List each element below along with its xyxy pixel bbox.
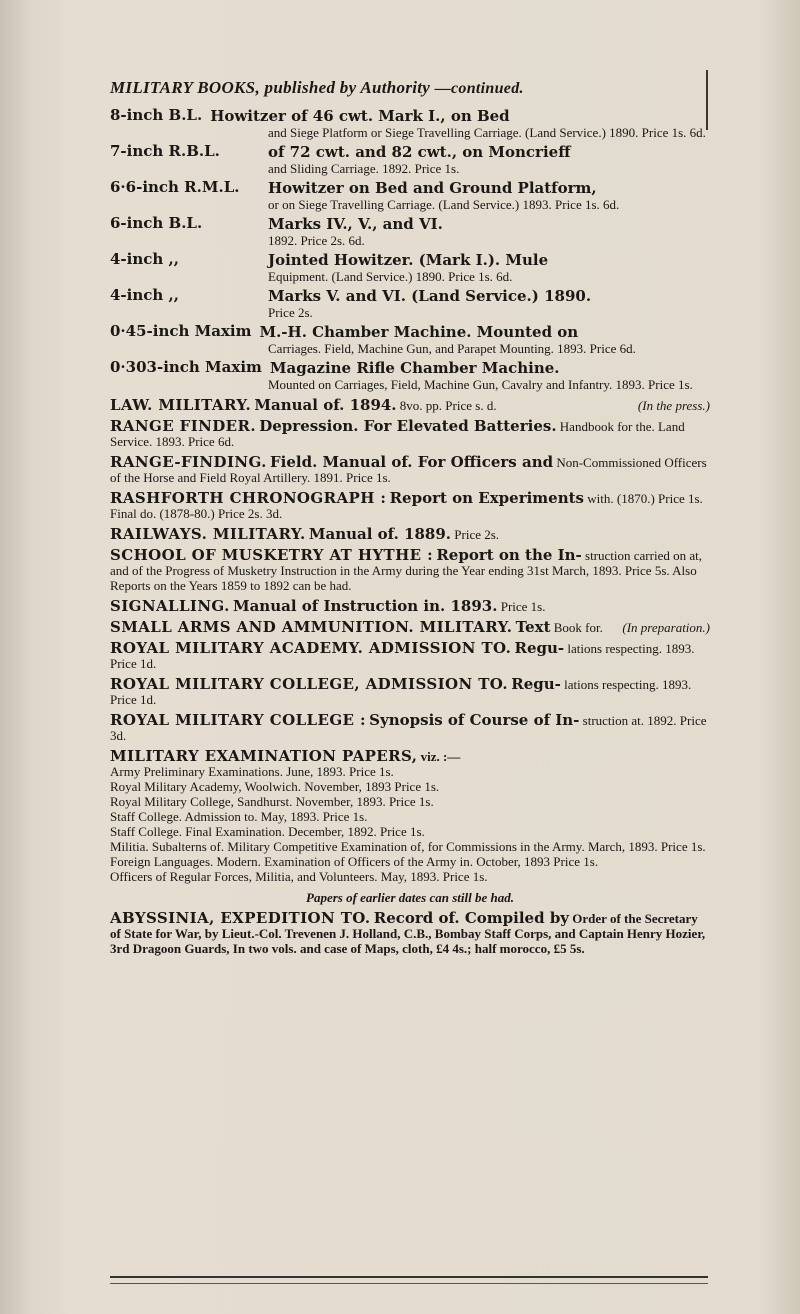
- exam-item: Staff College. Final Examination. December, 1892. Price 1s.: [110, 824, 425, 839]
- abyssinia-title: Record of. Compiled by: [373, 909, 570, 927]
- exam-item: Army Preliminary Examinations. June, 1893. Price 1s.: [110, 764, 394, 779]
- section-text: struction at. 1892. Price 3d.: [110, 713, 707, 743]
- exam-item: Foreign Languages. Modern. Examination of Officers of the Army in. October, 1893 Price 1s.: [110, 854, 599, 869]
- gun-entry: [110, 324, 710, 356]
- section-text: struction carried on at, and of the Progress of Musketry Instruction in the Army during the Year ending 31st March, 1893. Price 5s. Also Reports on the Years 1859 to 1892 can be had.: [110, 548, 702, 593]
- exam-item: Royal Military Academy, Woolwich. November, 1893 Price 1s.: [110, 779, 440, 794]
- section-text: Price 1s.: [500, 599, 546, 614]
- exam-item: Staff College. Admission to. May, 1893. Price 1s.: [110, 809, 368, 824]
- section-text: Handbook for the. Land Service. 1893. Price 6d.: [110, 419, 685, 449]
- gun-calibre: 0·303-inch Maxim: [110, 358, 262, 376]
- exam-item: Militia. Subalterns of. Military Competitive Examination of, for Commissions in the Army. March, 1893. Price 1s.: [110, 839, 706, 854]
- gun-calibre: 0·45-inch Maxim: [110, 322, 252, 340]
- section-heading: LAW. MILITARY.: [110, 396, 252, 414]
- section-heading: ROYAL MILITARY ACADEMY. ADMISSION TO.: [110, 639, 512, 657]
- section-title: Report on Experiments: [389, 489, 584, 507]
- gun-title: of 72 cwt. and 82 cwt., on Moncrieff: [268, 143, 571, 161]
- gun-calibre: 6-inch B.L.: [110, 214, 203, 232]
- section-heading: RANGE FINDER.: [110, 417, 256, 435]
- catalogue-section: [110, 548, 710, 593]
- gun-calibre: 6·6-inch R.M.L.: [110, 178, 240, 196]
- catalogue-section: [110, 677, 710, 707]
- section-heading: ROYAL MILITARY COLLEGE :: [110, 711, 366, 729]
- gun-title: Marks V. and VI. (Land Service.) 1890.: [268, 287, 592, 305]
- page-heading: MILITARY BOOKS, published by Authority —continued.: [110, 78, 524, 97]
- section-heading: RANGE-FINDING.: [110, 453, 267, 471]
- catalogue-sections: [110, 398, 710, 743]
- section-text: Book for.: [553, 620, 603, 635]
- gun-entry: [110, 252, 710, 284]
- gun-entry: [110, 360, 710, 392]
- section-text: lations respecting. 1893. Price 1d.: [110, 677, 692, 707]
- section-text: Non-Commissioned Officers of the Horse and Field Royal Artillery. 1891. Price 1s.: [110, 455, 707, 485]
- gun-entry: [110, 144, 710, 176]
- gun-description: and Siege Platform or Siege Travelling Carriage. (Land Service.) 1890. Price 1s. 6d.: [268, 125, 706, 140]
- gun-calibre: 4-inch ,,: [110, 250, 179, 268]
- section-title: Synopsis of Course of In-: [369, 711, 580, 729]
- exam-note: Papers of earlier dates can still be had.: [306, 890, 514, 905]
- catalogue-section: [110, 491, 710, 521]
- catalogue-section: [110, 620, 710, 635]
- gun-entry: [110, 180, 710, 212]
- section-text: with. (1870.) Price 1s. Final do. (1878-80.) Price 2s. 3d.: [110, 491, 703, 521]
- section-text: Price 2s.: [454, 527, 500, 542]
- exam-item: Officers of Regular Forces, Militia, and Volunteers. May, 1893. Price 1s.: [110, 869, 488, 884]
- gun-entries: [110, 108, 710, 392]
- gun-entry: [110, 288, 710, 320]
- catalogue-section: [110, 599, 710, 614]
- catalogue-section: [110, 455, 710, 485]
- catalogue-section: [110, 713, 710, 743]
- gun-description: Carriages. Field, Machine Gun, and Parapet Mounting. 1893. Price 6d.: [268, 341, 636, 356]
- section-title: Text: [515, 618, 551, 636]
- gun-entry: [110, 216, 710, 248]
- exam-viz: viz. :—: [420, 749, 461, 764]
- section-text: 8vo. pp. Price s. d.: [399, 398, 497, 413]
- section-title: Manual of Instruction in. 1893.: [232, 597, 498, 615]
- gun-calibre: 8-inch B.L.: [110, 106, 203, 124]
- section-heading: RASHFORTH CHRONOGRAPH :: [110, 489, 387, 507]
- section-heading: ROYAL MILITARY COLLEGE, ADMISSION TO.: [110, 675, 508, 693]
- catalogue-section: [110, 398, 710, 413]
- catalogue-content: [110, 78, 710, 960]
- catalogue-section: [110, 641, 710, 671]
- section-heading: RAILWAYS. MILITARY.: [110, 525, 306, 543]
- section-title: Regu-: [514, 639, 565, 657]
- section-title: Regu-: [511, 675, 561, 693]
- gun-title: Howitzer of 46 cwt. Mark I., on Bed: [210, 107, 510, 125]
- bottom-rule-thin: [110, 1283, 708, 1284]
- abyssinia-section: [110, 911, 710, 956]
- gun-description: Price 2s.: [268, 305, 313, 320]
- section-heading: SCHOOL OF MUSKETRY AT HYTHE :: [110, 546, 434, 564]
- section-status: (In the press.): [637, 398, 710, 413]
- exam-item: Royal Military College, Sandhurst. November, 1893. Price 1s.: [110, 794, 434, 809]
- section-title: Manual of. 1889.: [308, 525, 452, 543]
- gun-description: or on Siege Travelling Carriage. (Land Service.) 1893. Price 1s. 6d.: [268, 197, 620, 212]
- gun-title: Jointed Howitzer. (Mark I.). Mule: [268, 251, 549, 269]
- exam-papers-section: [110, 749, 710, 905]
- section-heading: SMALL ARMS AND AMMUNITION. MILITARY.: [110, 618, 513, 636]
- catalogue-section: [110, 527, 710, 542]
- gun-description: 1892. Price 2s. 6d.: [268, 233, 365, 248]
- section-title: Report on the In-: [436, 546, 582, 564]
- bottom-rule: [110, 1276, 708, 1278]
- section-title: Depression. For Elevated Batteries.: [259, 417, 557, 435]
- gun-title: M.-H. Chamber Machine. Mounted on: [259, 323, 579, 341]
- exam-list: [110, 764, 710, 884]
- abyssinia-text: Order of the Secretary of State for War, by Lieut.-Col. Trevenen J. Holland, C.B., Bombay Staff Corps, and Captain Henry Hozier, 3rd Dragoon Guards, In two vols. and case of Maps, cloth, £4 4s.; half morocco, £5 5s.: [110, 911, 706, 956]
- abyssinia-heading: ABYSSINIA, EXPEDITION TO.: [110, 909, 371, 927]
- gun-title: Howitzer on Bed and Ground Platform,: [268, 179, 597, 197]
- gun-title: Marks IV., V., and VI.: [268, 215, 443, 233]
- catalogue-section: [110, 419, 710, 449]
- gun-calibre: 4-inch ,,: [110, 286, 179, 304]
- gun-calibre: 7-inch R.B.L.: [110, 142, 220, 160]
- exam-heading: MILITARY EXAMINATION PAPERS,: [110, 747, 418, 765]
- gun-entry: [110, 108, 710, 140]
- section-status: (In preparation.): [622, 620, 710, 635]
- section-title: Field. Manual of. For Officers and: [270, 453, 554, 471]
- section-heading: SIGNALLING.: [110, 597, 230, 615]
- section-title: Manual of. 1894.: [254, 396, 397, 414]
- section-text: lations respecting. 1893. Price 1d.: [110, 641, 695, 671]
- gun-description: and Sliding Carriage. 1892. Price 1s.: [268, 161, 460, 176]
- gun-description: Mounted on Carriages, Field, Machine Gun, Cavalry and Infantry. 1893. Price 1s.: [268, 377, 693, 392]
- gun-description: Equipment. (Land Service.) 1890. Price 1s. 6d.: [268, 269, 513, 284]
- gun-title: Magazine Rifle Chamber Machine.: [269, 359, 560, 377]
